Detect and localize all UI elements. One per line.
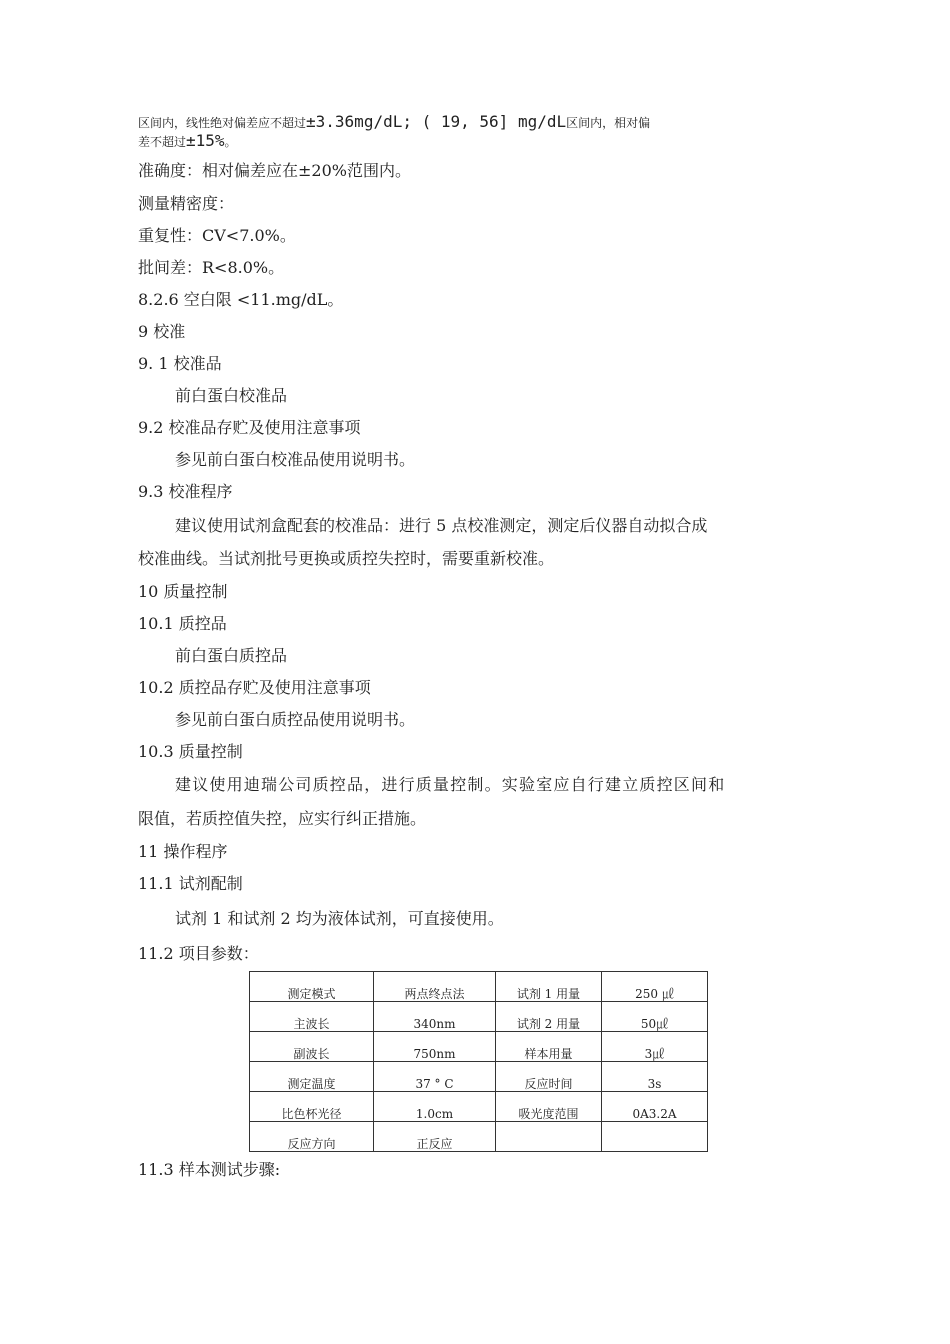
table-row bbox=[250, 1092, 708, 1122]
table-row bbox=[250, 1032, 708, 1062]
table-cell: 250 ㎕ bbox=[602, 972, 708, 1002]
table-cell: 正反应 bbox=[374, 1122, 496, 1152]
table-row bbox=[250, 1062, 708, 1092]
blank-limit-line: 8.2.6 空白限 <11.mg/dL。 bbox=[138, 290, 344, 309]
table-cell: 50㎕ bbox=[602, 1002, 708, 1032]
table-cell bbox=[602, 1122, 708, 1152]
table-cell: 3s bbox=[602, 1062, 708, 1092]
batch-diff-line: 批间差：R<8.0%。 bbox=[138, 258, 285, 277]
paragraph: 限值，若质控值失控，应实行纠正措施。 bbox=[138, 809, 427, 828]
paragraph: 参见前白蛋白校准品使用说明书。 bbox=[175, 450, 416, 469]
paragraph: 校准曲线。当试剂批号更换或质控失控时，需要重新校准。 bbox=[138, 549, 555, 568]
intro-text: 。 bbox=[224, 135, 237, 149]
precision-heading: 测量精密度： bbox=[138, 194, 235, 213]
table-cell: 750nm bbox=[374, 1032, 496, 1062]
table-cell: 37 ° C bbox=[374, 1062, 496, 1092]
intro-values: ±15% bbox=[186, 131, 225, 150]
subsection-heading: 10.3 质量控制 bbox=[138, 742, 243, 761]
section-heading: 10 质量控制 bbox=[138, 582, 228, 601]
paragraph: 建议使用迪瑞公司质控品，进行质量控制。实验室应自行建立质控区间和 bbox=[175, 775, 726, 794]
intro-text: 差不超过 bbox=[138, 135, 187, 149]
table-cell: 比色杯光径 bbox=[250, 1092, 374, 1122]
repeatability-line: 重复性：CV<7.0%。 bbox=[138, 226, 296, 245]
parameters-table bbox=[249, 971, 708, 1152]
table-cell: 试剂 1 用量 bbox=[496, 972, 602, 1002]
accuracy-line: 准确度：相对偏差应在±20%范围内。 bbox=[138, 161, 411, 180]
paragraph: 建议使用试剂盒配套的校准品：进行 5 点校准测定，测定后仪器自动拟合成 bbox=[175, 516, 708, 535]
subsection-heading: 10.2 质控品存贮及使用注意事项 bbox=[138, 678, 371, 697]
table-cell: 0A3.2A bbox=[602, 1092, 708, 1122]
intro-values: ±3.36mg/dL; ( 19, 56] mg/dL bbox=[306, 112, 567, 131]
intro-line-2 bbox=[138, 131, 237, 152]
table-cell: 副波长 bbox=[250, 1032, 374, 1062]
subsection-heading: 11.1 试剂配制 bbox=[138, 874, 243, 893]
table-cell: 试剂 2 用量 bbox=[496, 1002, 602, 1032]
paragraph: 前白蛋白质控品 bbox=[175, 646, 288, 665]
paragraph: 试剂 1 和试剂 2 均为液体试剂，可直接使用。 bbox=[175, 909, 504, 928]
table-row bbox=[250, 972, 708, 1002]
subsection-heading: 9. 1 校准品 bbox=[138, 354, 222, 373]
table-cell: 吸光度范围 bbox=[496, 1092, 602, 1122]
intro-text: 区间内，线性绝对偏差应不超过 bbox=[138, 116, 307, 130]
table-cell: 3㎕ bbox=[602, 1032, 708, 1062]
paragraph: 前白蛋白校准品 bbox=[175, 386, 288, 405]
table-row bbox=[250, 1002, 708, 1032]
intro-line-1 bbox=[138, 112, 650, 133]
table-cell: 1.0cm bbox=[374, 1092, 496, 1122]
subsection-heading: 10.1 质控品 bbox=[138, 614, 227, 633]
subsection-heading: 9.3 校准程序 bbox=[138, 482, 233, 501]
table-cell: 两点终点法 bbox=[374, 972, 496, 1002]
table-cell: 测定模式 bbox=[250, 972, 374, 1002]
section-heading: 11 操作程序 bbox=[138, 842, 228, 861]
table-cell: 主波长 bbox=[250, 1002, 374, 1032]
intro-text: 区间内，相对偏 bbox=[566, 116, 651, 130]
subsection-heading: 9.2 校准品存贮及使用注意事项 bbox=[138, 418, 361, 437]
table-row bbox=[250, 1122, 708, 1152]
table-cell: 样本用量 bbox=[496, 1032, 602, 1062]
table-cell: 反应方向 bbox=[250, 1122, 374, 1152]
subsection-heading: 11.3 样本测试步骤: bbox=[138, 1160, 281, 1179]
table-cell bbox=[496, 1122, 602, 1152]
subsection-heading: 11.2 项目参数： bbox=[138, 944, 259, 963]
section-heading: 9 校准 bbox=[138, 322, 186, 341]
paragraph: 参见前白蛋白质控品使用说明书。 bbox=[175, 710, 416, 729]
table-cell: 340nm bbox=[374, 1002, 496, 1032]
table-cell: 测定温度 bbox=[250, 1062, 374, 1092]
table-cell: 反应时间 bbox=[496, 1062, 602, 1092]
